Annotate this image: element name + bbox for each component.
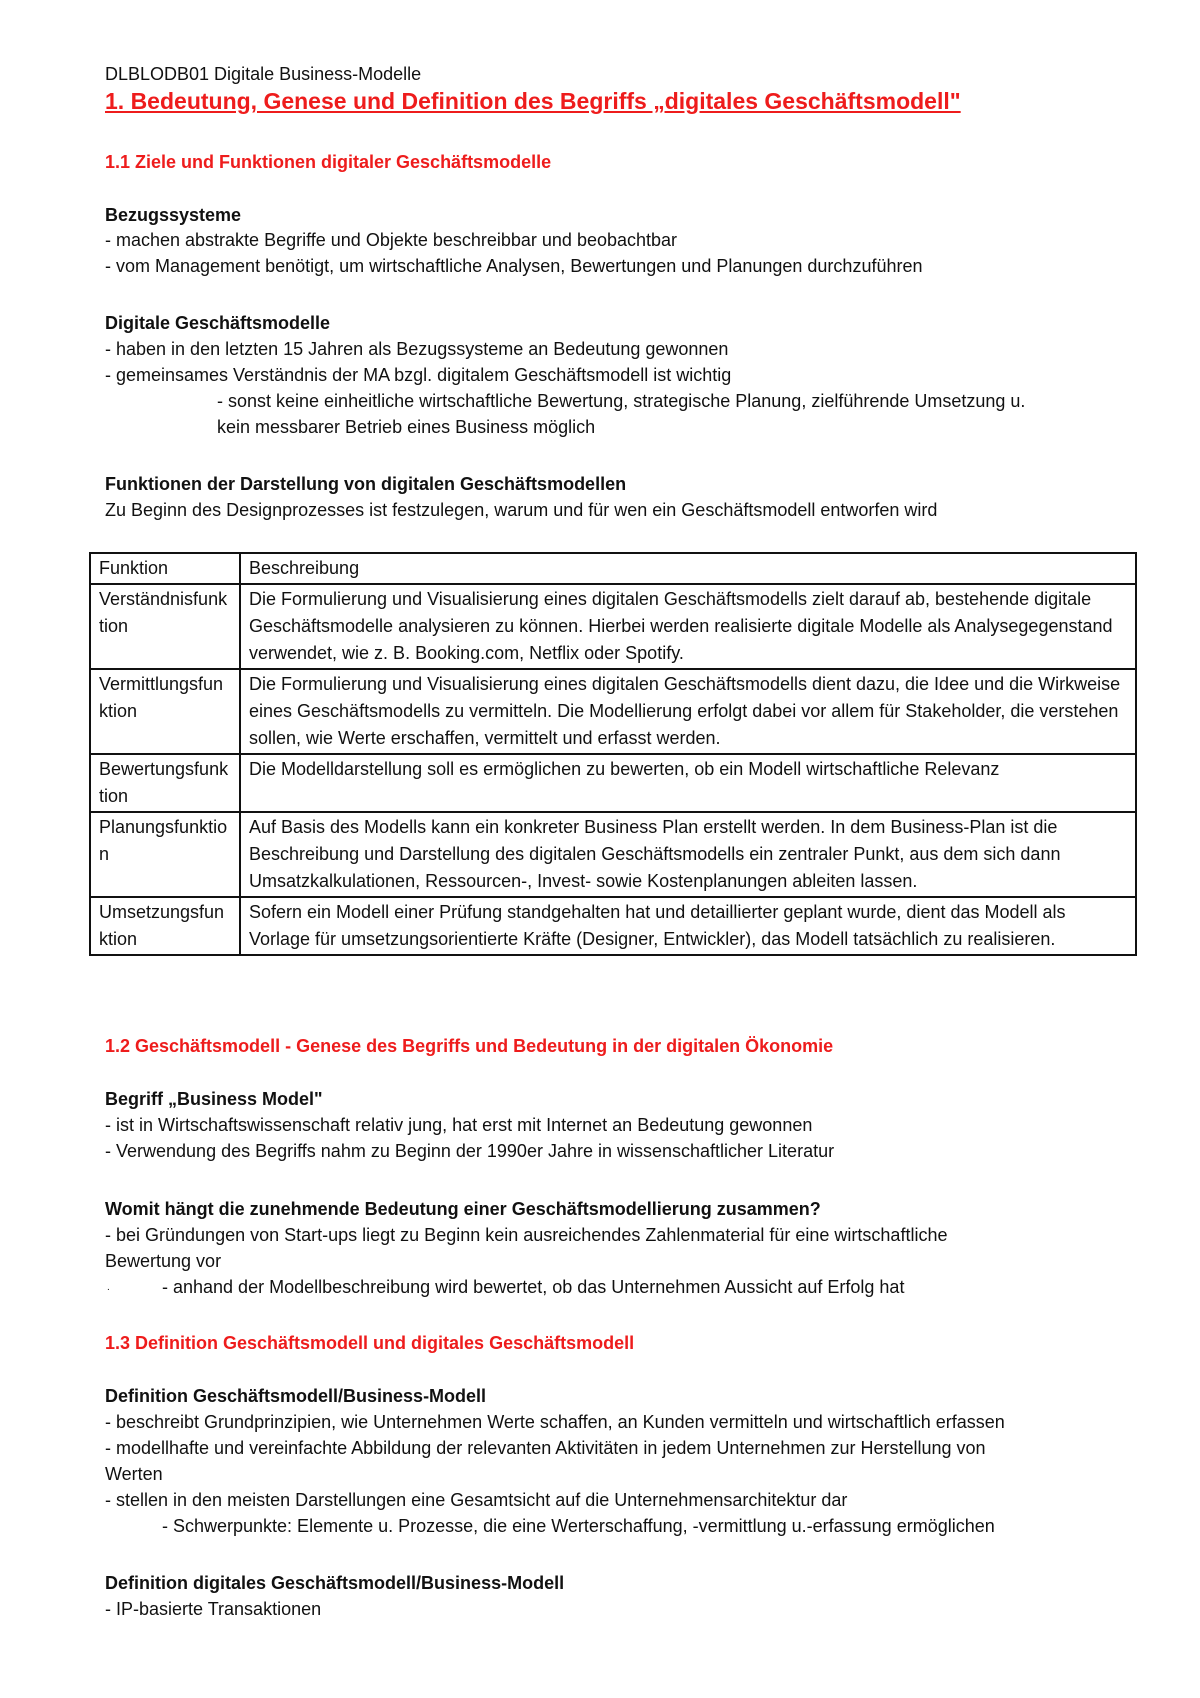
table-cell-description: Die Formulierung und Visualisierung eines digitalen Geschäftsmodells dient dazu, die Idee und die Wirkweise eines Geschäftsmodells zu vermitteln. Die Modellierung erfolgt dabei vor allem für Stakeholder, die verstehen sollen, wie Werte erschaffen, vermittelt und erfasst werden. bbox=[240, 669, 1136, 754]
list-item: - Verwendung des Begriffs nahm zu Beginn der 1990er Jahre in wissenschaftlicher Literatur bbox=[105, 1141, 835, 1161]
table-cell-function: Verständnisfunktion bbox=[90, 584, 240, 669]
sub-list-item: - sonst keine einheitliche wirtschaftliche Bewertung, strategische Planung, zielführende Umsetzung u. bbox=[217, 391, 1026, 411]
sub-list-item: kein messbarer Betrieb eines Business möglich bbox=[217, 417, 596, 437]
sub-list-item: - Schwerpunkte: Elemente u. Prozesse, die eine Werterschaffung, -vermittlung u.-erfassung ermöglichen bbox=[162, 1516, 995, 1536]
table-cell-function: Planungsfunktion bbox=[90, 812, 240, 897]
table-row bbox=[90, 669, 1136, 754]
list-item-continuation: Bewertung vor bbox=[105, 1251, 222, 1271]
funktionen-intro: Zu Beginn des Designprozesses ist festzulegen, warum und für wen ein Geschäftsmodell entworfen wird bbox=[105, 500, 938, 520]
table-cell-description: Auf Basis des Modells kann ein konkreter Business Plan erstellt werden. In dem Business-Plan ist die Beschreibung und Darstellung des digitalen Geschäftsmodells ein zentraler Punkt, aus dem sich dann Umsatzkalkulationen, Ressourcen-, Invest- sowie Kostenplanungen ableiten lassen. bbox=[240, 812, 1136, 897]
table-row bbox=[90, 812, 1136, 897]
list-item: - machen abstrakte Begriffe und Objekte beschreibbar und beobachtbar bbox=[105, 230, 678, 250]
sub-list-item: - anhand der Modellbeschreibung wird bewertet, ob das Unternehmen Aussicht auf Erfolg hat bbox=[162, 1277, 905, 1297]
list-item: - stellen in den meisten Darstellungen eine Gesamtsicht auf die Unternehmensarchitektur dar bbox=[105, 1490, 848, 1510]
def2-title: Definition digitales Geschäftsmodell/Business-Modell bbox=[105, 1573, 565, 1593]
list-item: - gemeinsames Verständnis der MA bzgl. digitalem Geschäftsmodell ist wichtig bbox=[105, 365, 732, 385]
table-row bbox=[90, 584, 1136, 669]
table-row bbox=[90, 754, 1136, 812]
bezugssysteme-title: Bezugssysteme bbox=[105, 205, 242, 225]
table-header-row bbox=[90, 553, 1136, 584]
table-cell-function: Umsetzungsfunktion bbox=[90, 897, 240, 955]
list-item-continuation: Werten bbox=[105, 1464, 163, 1484]
table-cell-description: Die Modelldarstellung soll es ermöglichen zu bewerten, ob ein Modell wirtschaftliche Relevanz bbox=[240, 754, 1136, 812]
functions-table bbox=[89, 552, 1137, 956]
list-item: - bei Gründungen von Start-ups liegt zu Beginn kein ausreichendes Zahlenmaterial für eine wirtschaftliche bbox=[105, 1225, 948, 1245]
table-cell-function: Vermittlungsfunktion bbox=[90, 669, 240, 754]
page-title: 1. Bedeutung, Genese und Definition des Begriffs „digitales Geschäftsmodell" bbox=[105, 88, 961, 114]
table-cell-function: Bewertungsfunktion bbox=[90, 754, 240, 812]
list-item: - vom Management benötigt, um wirtschaftliche Analysen, Bewertungen und Planungen durchzuführen bbox=[105, 256, 923, 276]
def1-title: Definition Geschäftsmodell/Business-Modell bbox=[105, 1386, 487, 1406]
digitale-gm-title: Digitale Geschäftsmodelle bbox=[105, 313, 331, 333]
table-header-cell: Funktion bbox=[90, 553, 240, 584]
section-heading-1-1: 1.1 Ziele und Funktionen digitaler Geschäftsmodelle bbox=[105, 152, 552, 172]
table-cell-description: Die Formulierung und Visualisierung eines digitalen Geschäftsmodells zielt darauf ab, bestehende digitale Geschäftsmodelle analysieren zu können. Hierbei werden realisierte digitale Modelle als Analysegegenstand verwendet, wie z. B. Booking.com, Netflix oder Spotify. bbox=[240, 584, 1136, 669]
section-heading-1-2: 1.2 Geschäftsmodell - Genese des Begriffs und Bedeutung in der digitalen Ökonomie bbox=[105, 1036, 834, 1056]
stray-mark: . bbox=[107, 1282, 110, 1293]
list-item: - ist in Wirtschaftswissenschaft relativ jung, hat erst mit Internet an Bedeutung gewonnen bbox=[105, 1115, 813, 1135]
list-item: - haben in den letzten 15 Jahren als Bezugssysteme an Bedeutung gewonnen bbox=[105, 339, 729, 359]
table-cell-description: Sofern ein Modell einer Prüfung standgehalten hat und detaillierter geplant wurde, dient das Modell als Vorlage für umsetzungsorientierte Kräfte (Designer, Entwickler), das Modell tatsächlich zu realisieren. bbox=[240, 897, 1136, 955]
table-header-cell: Beschreibung bbox=[240, 553, 1136, 584]
list-item: - IP-basierte Transaktionen bbox=[105, 1599, 322, 1619]
funktionen-title: Funktionen der Darstellung von digitalen Geschäftsmodellen bbox=[105, 474, 627, 494]
document-header: DLBLODB01 Digitale Business-Modelle bbox=[105, 64, 422, 84]
section-heading-1-3: 1.3 Definition Geschäftsmodell und digitales Geschäftsmodell bbox=[105, 1333, 635, 1353]
begriff-title: Begriff „Business Model" bbox=[105, 1089, 323, 1109]
list-item: - beschreibt Grundprinzipien, wie Unternehmen Werte schaffen, an Kunden vermitteln und wirtschaftlich erfassen bbox=[105, 1412, 1005, 1432]
list-item: - modellhafte und vereinfachte Abbildung der relevanten Aktivitäten in jedem Unternehmen zur Herstellung von bbox=[105, 1438, 986, 1458]
table-row bbox=[90, 897, 1136, 955]
womit-title: Womit hängt die zunehmende Bedeutung einer Geschäftsmodellierung zusammen? bbox=[105, 1199, 821, 1219]
